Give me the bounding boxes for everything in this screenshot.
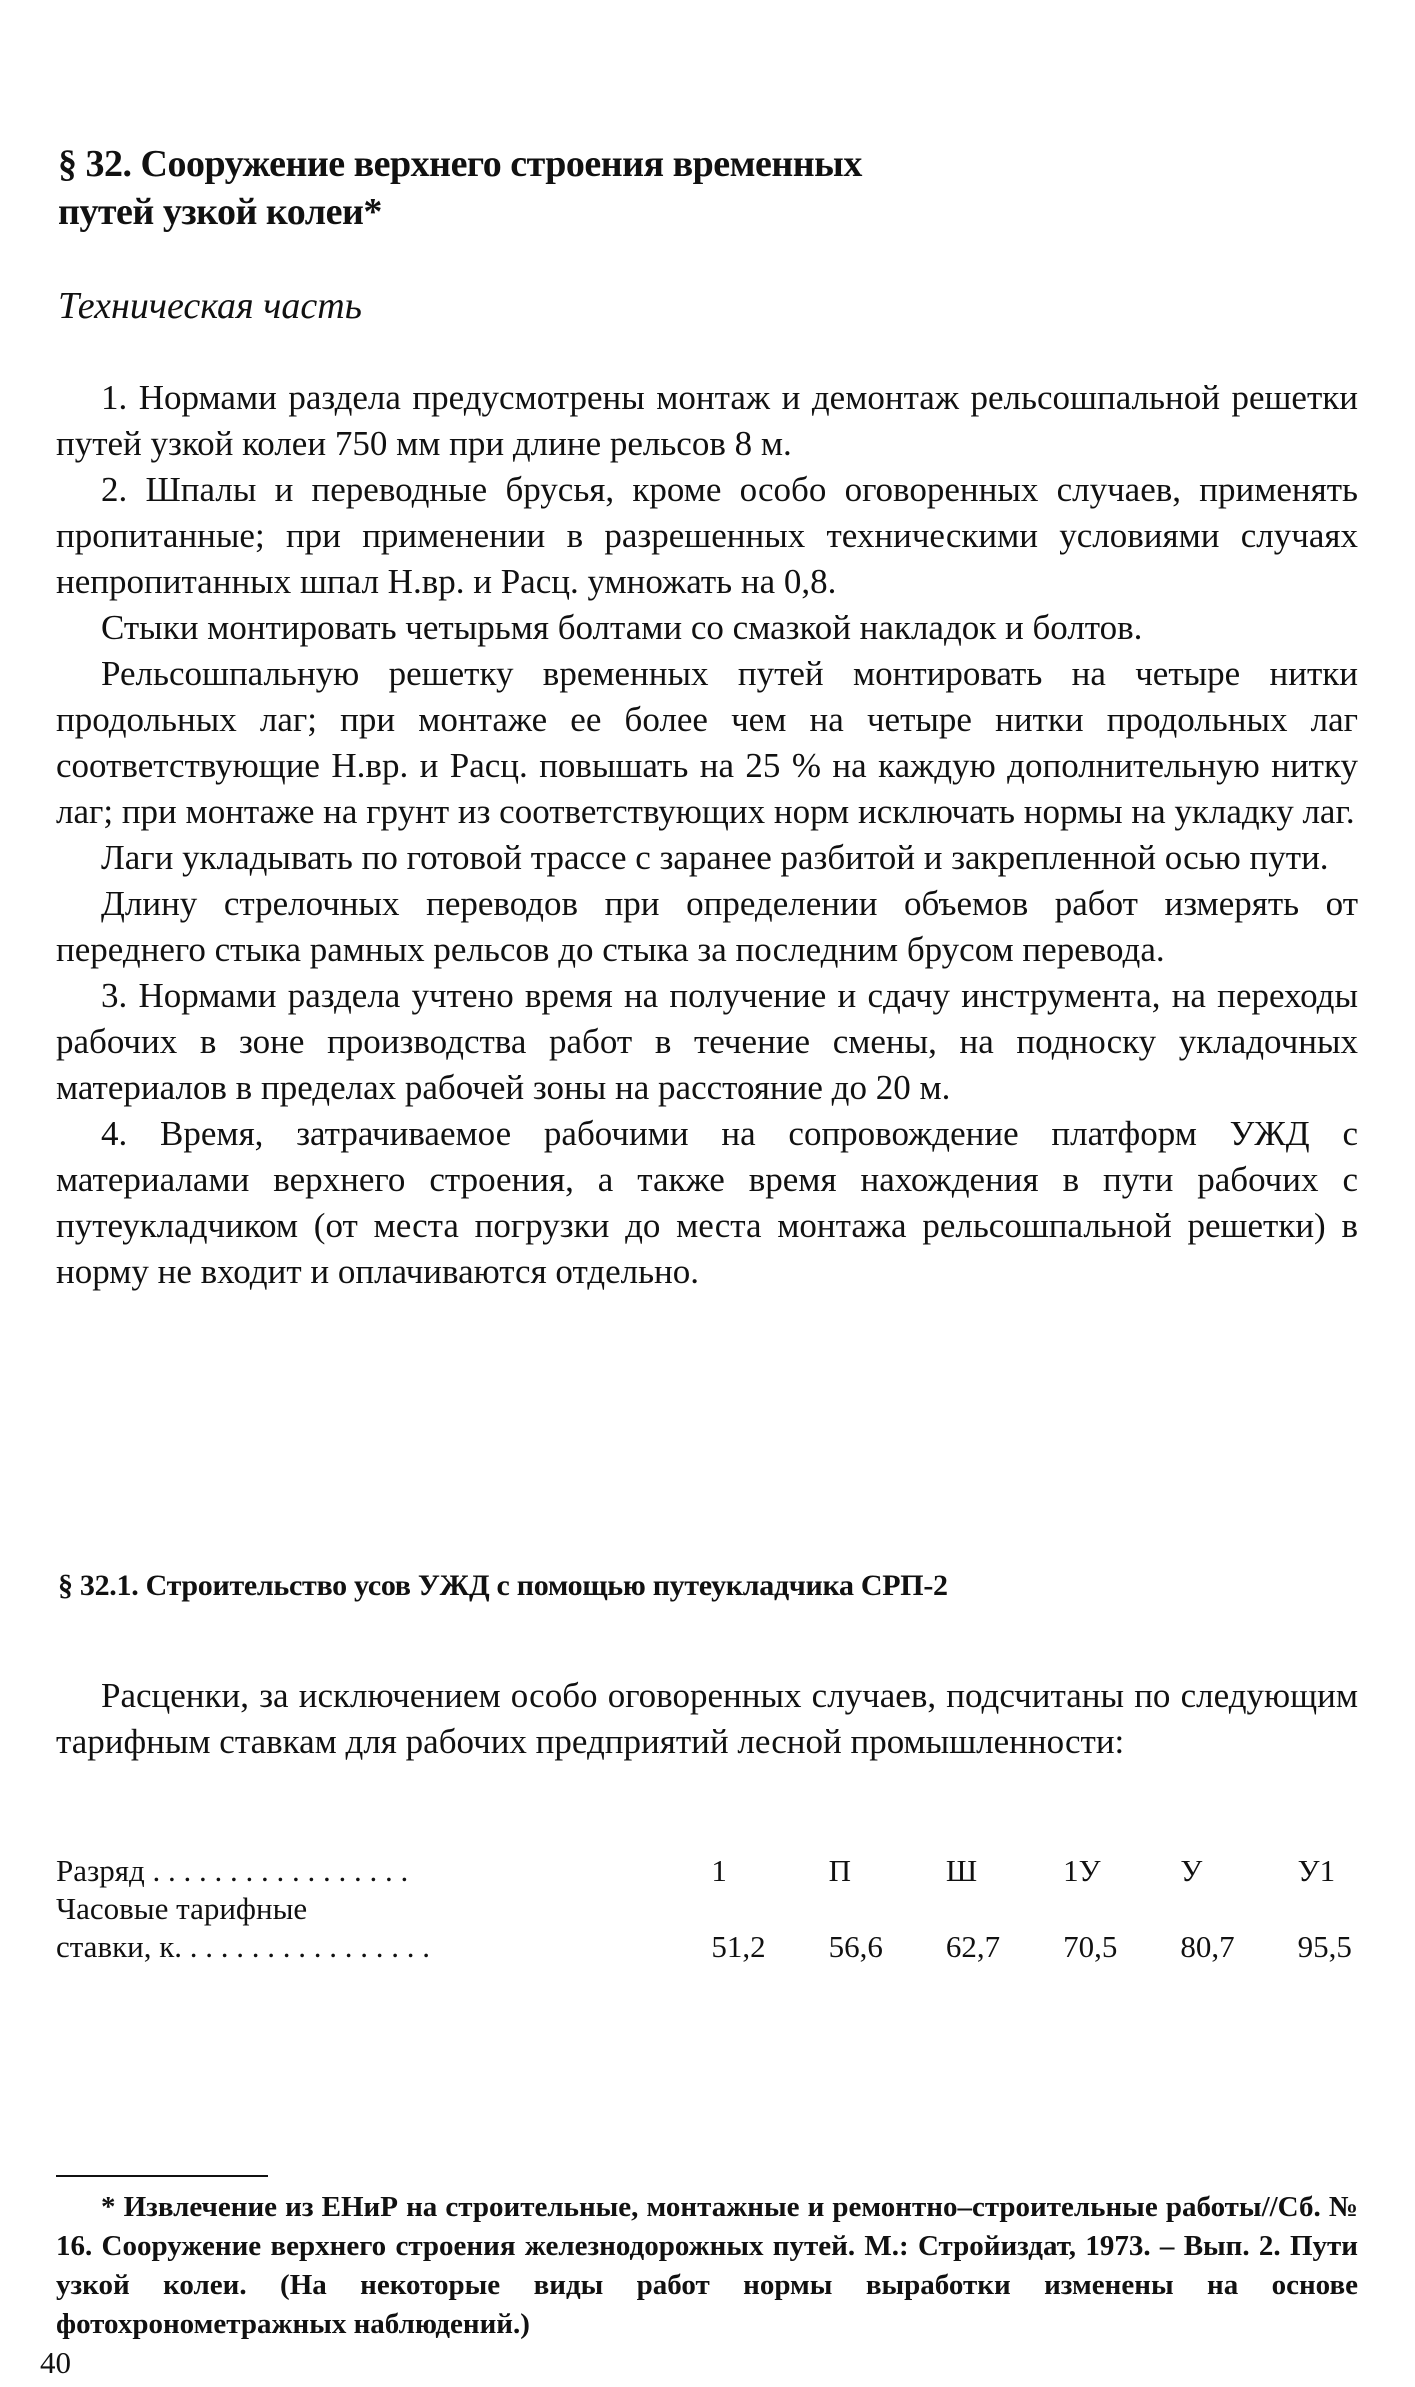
paragraph-5: Лаги укладывать по готовой трассе с заранее разбитой и закрепленной осью пути. xyxy=(101,838,1329,877)
rates-intro-paragraph: Расценки, за исключением особо оговоренных случаев, подсчитаны по следующим тарифным ставкам для рабочих предприятий лесной промышленности: xyxy=(56,1676,1358,1761)
grade-row-label: Разряд . . . . . . . . . . . . . . . . . xyxy=(56,1853,409,1888)
grade-cell: П xyxy=(828,1853,852,1888)
table-row-grades xyxy=(56,1852,1415,1890)
section-heading-line-2: путей узкой колеи* xyxy=(58,191,382,233)
subsection-heading: § 32.1. Строительство усов УЖД с помощью путеукладчика СРП-2 xyxy=(58,1569,948,1602)
grade-cell: 1У xyxy=(1063,1853,1101,1888)
grade-cell: У1 xyxy=(1297,1853,1336,1888)
paragraph-6: Длину стрелочных переводов при определении объемов работ измерять от переднего стыка рамных рельсов до стыка за последним брусом перевода. xyxy=(56,884,1358,969)
table-row-rates xyxy=(56,1928,1415,1966)
rate-cell: 95,5 xyxy=(1297,1929,1352,1964)
grade-cell: Ш xyxy=(945,1853,978,1888)
paragraph-1: 1. Нормами раздела предусмотрены монтаж и демонтаж рельсошпальной решетки путей узкой колеи 750 мм при длине рельсов 8 м. xyxy=(56,378,1358,463)
paragraph-3: Стыки монтировать четырьмя болтами со смазкой накладок и болтов. xyxy=(101,608,1143,647)
paragraph-2: 2. Шпалы и переводные брусья, кроме особо оговоренных случаев, применять пропитанные; при применении в разрешенных техническими условиями случаях непропитанных шпал Н.вр. и Расц. умножать на 0,8. xyxy=(56,470,1358,601)
grade-cell: У xyxy=(1180,1853,1203,1888)
rate-cell: 51,2 xyxy=(711,1929,766,1964)
paragraph-8: 4. Время, затрачиваемое рабочими на сопровождение платформ УЖД с материалами верхнего строения, а также время нахождения в пути рабочих с путеукладчиком (от места погрузки до места монтажа рельсошпальной решетки) в норму не входит и оплачиваются отдельно. xyxy=(56,1114,1358,1291)
footnote-text: * Извлечение из ЕНиР на строительные, монтажные и ремонтно–строительные работы//Сб. № 16. Сооружение верхнего строения железнодорожных путей. М.: Стройиздат, 1973. – Вып. 2. Пути узкой колеи. (На некоторые виды работ нормы выработки изменены на основе фотохронометражных наблюдений.) xyxy=(56,2191,1358,2340)
rate-row-label-line-2: ставки, к. . . . . . . . . . . . . . . . . xyxy=(56,1929,431,1964)
rates-intro xyxy=(56,1673,1358,1765)
technical-part-subtitle: Техническая часть xyxy=(58,285,362,327)
technical-part-body xyxy=(56,375,1358,1295)
tariff-table xyxy=(56,1852,1415,1966)
table-row-rates-label xyxy=(56,1890,1415,1928)
paragraph-7: 3. Нормами раздела учтено время на получение и сдачу инструмента, на переходы рабочих в зоне производства работ в течение смены, на подноску укладочных материалов в пределах рабочей зоны на расстояние до 20 м. xyxy=(56,976,1358,1107)
paragraph-4: Рельсошпальную решетку временных путей монтировать на четыре нитки продольных лаг; при монтаже ее более чем на четыре нитки продольных лаг соответствующие Н.вр. и Расц. повышать на 25 % на каждую дополнительную нитку лаг; при монтаже на грунт из соответствующих норм исключать нормы на укладку лаг. xyxy=(56,654,1358,831)
rate-cell: 56,6 xyxy=(828,1929,883,1964)
rate-cell: 80,7 xyxy=(1180,1929,1235,1964)
footnote xyxy=(56,2188,1358,2344)
section-heading xyxy=(58,140,1158,236)
rate-row-label-line-1: Часовые тарифные xyxy=(56,1891,308,1926)
grade-cell: 1 xyxy=(711,1853,727,1888)
rate-cell: 70,5 xyxy=(1063,1929,1118,1964)
rate-cell: 62,7 xyxy=(945,1929,1001,1964)
footnote-divider xyxy=(56,2175,268,2177)
section-heading-line-1: § 32. Сооружение верхнего строения временных xyxy=(58,143,862,185)
page-number: 40 xyxy=(40,2345,71,2380)
